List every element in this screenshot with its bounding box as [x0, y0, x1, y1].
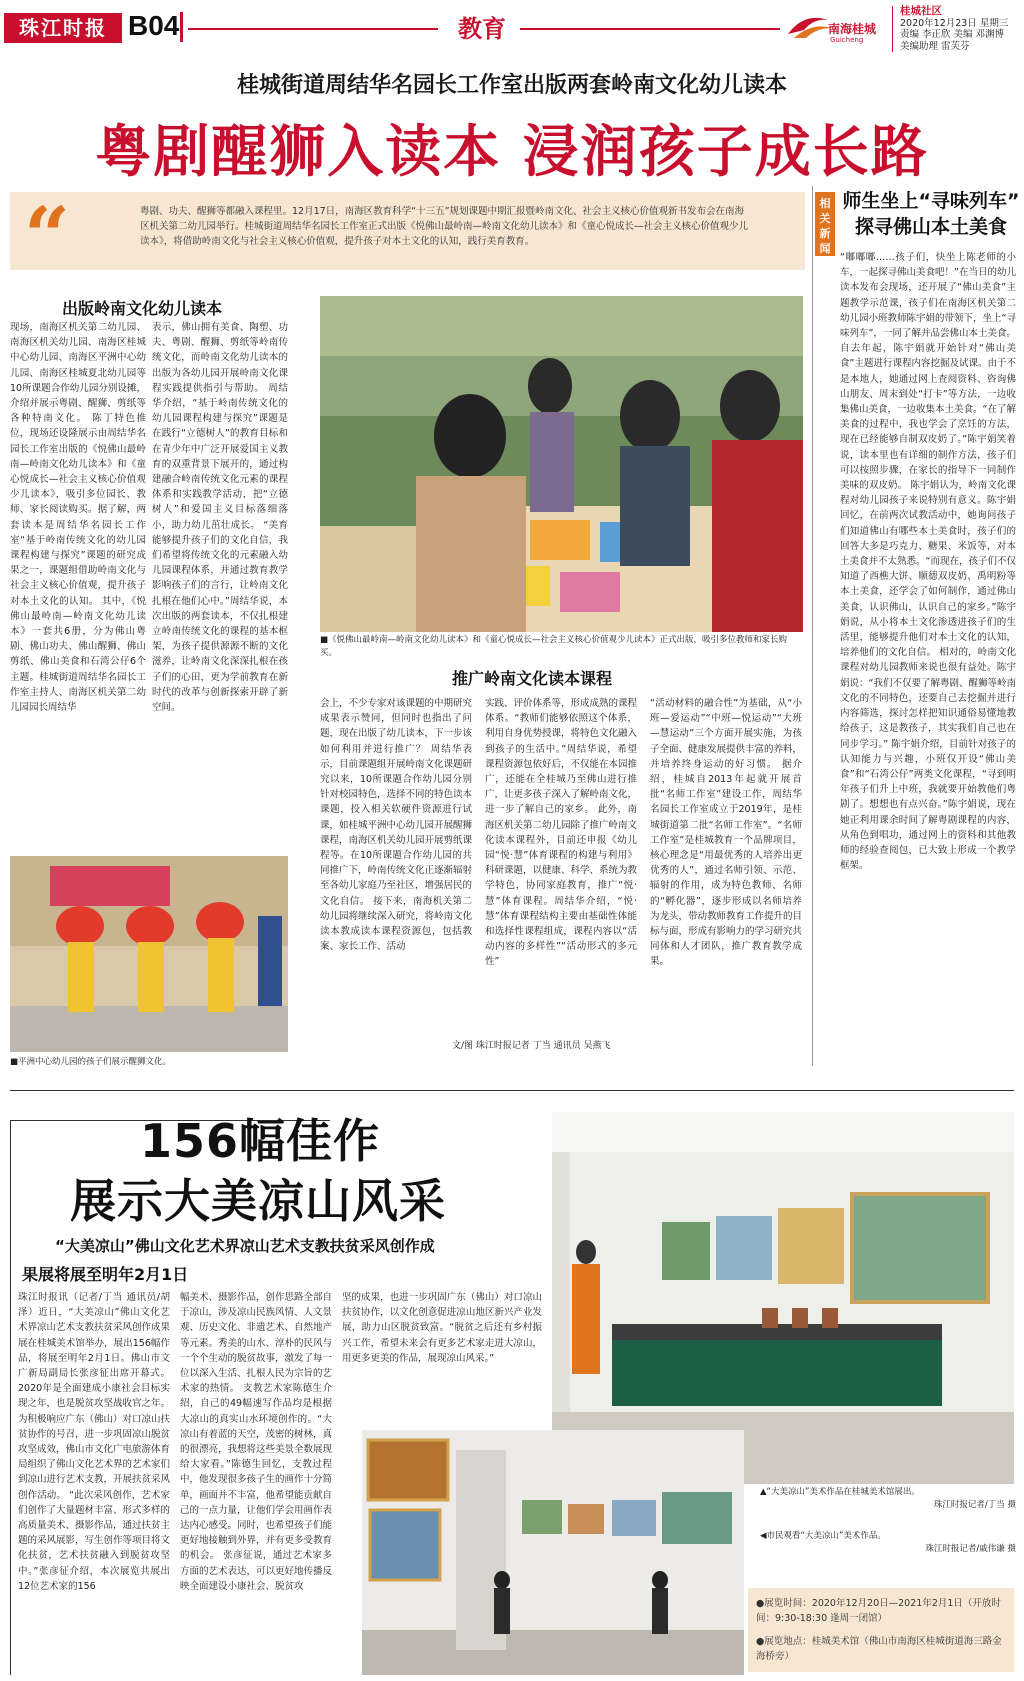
photo-caption-visitors-b: 珠江时报记者/戚伟谦 摄 — [925, 1544, 1016, 1554]
book-launch-photo — [320, 296, 803, 632]
bottom-column-1: 珠江时报讯（记者/丁当 通讯员/胡泽）近日，“大美凉山”佛山文化艺术界凉山艺术支教扶贫采风创作成果展在桂城美术馆举办，展出156幅作品，将展至明年2月1日。佛山市文广新局副局长张彦征出席开幕式。 2020年是全面建成小康社会目标实现之年，也是脱贫攻坚战收官之年。为积极响应广东（佛山）对口凉山扶贫协作的号召，进一步巩固凉山脱贫攻坚成效，佛山市文化广电旅游体育局组织了佛山文化艺术界的艺术家们到凉山进行艺术支教，开展扶贫采风创作活动。 “此次采风创作，艺术家们创作了大量题材丰富、形式多样的高质量美术、摄影作品，通过扶贫主题的采风展影，写生创作等项目将文化扶贫，艺术扶贫融入到脱贫攻坚中。”张彦征介绍，本次展览共展出12位艺术家的156 — [18, 1292, 170, 1592]
side-title-line-1: 师生坐上“寻味列车” — [842, 190, 1020, 212]
byline: 文/图 珠江时报记者 丁当 通讯员 吴燕飞 — [452, 1041, 611, 1051]
section-title-publish: 出版岭南文化幼儿读本 — [62, 299, 223, 318]
paper-logo: 珠江时报 — [4, 13, 122, 43]
side-story-body: “嘟嘟嘟……孩子们，快坐上陈老师的小车，一起探寻佛山美食吧！”在当日的幼儿读本发布会现场，还开展了“佛山美食”主题教学示范课，孩子们在南海区机关第二幼儿园小班教师陈宇娟的带领下，坐上“寻味列车”，一同了解并品尝佛山本土美食。 自去年起，陈宇娟就开始针对“佛山美食”主题进行课程内容挖掘及试课。由于不是本地人，她通过网上查阅资料、咨询佛山朋友、周末到处“打卡”等方法，一边收集佛山美食，一边收集本土美食。“在了解美食的过程中，我也学会了烹饪的方法，现在已经能够自制双皮奶了。”陈宇娟笑着说，读本里也有详细的制作方法，孩子们可以按照步骤，在家长的指导下一同制作美味的双皮奶。 陈宇娟认为，岭南文化课程对幼儿园孩子来说特别有意义。陈宇娟回忆，在前两次试教活动中，她询问孩子们知道佛山有哪些本土美食时，孩子们的回答大多是巧克力、糖果、米饭等，对本土美食并不太熟悉。“而现在，孩子们不仅知道了西樵大饼、顺德双皮奶、禹明粉等本土美食，还学会了如何制作，通过佛山美食，认识佛山，认识自己的家乡。”陈宇娟说，从小将本土文化渗透进孩子们的生活里，能够提升他们对本土文化的认知，培养他们的文化自信。 相对的，岭南文化课程对幼儿园教师来说也很有益处。陈宇娟说：“我们不仅要了解粤剧、醒狮等岭南文化的不同特色，还要自己去挖掘并进行内容筛选，探讨怎样把知识通俗易懂地教给孩子，这是教孩子，其实我们自己也在同步学习。” 陈宇娟介绍，目前针对孩子的认知能力与兴趣，小班仅开设“佛山美食”和“石湾公仔”两类文化课程，“寻到明年孩子们升上中班，我就要开始教他们粤剧了。想想也有点兴奋。”陈宇娟说，现在她正利用课余时间了解粤剧课程的内容，从角色到唱功，通过网上的资料和其他教师的经验查阅包，已大致上形成一个教学框架。 — [840, 252, 1016, 872]
section-label: 教育 — [458, 14, 506, 43]
photo-caption-book-launch: ■《悦佛山最岭南—岭南文化幼儿读本》和《童心悦成长—社会主义核心价值观少儿读本》正式出版，吸引多位教师和家长购买。 — [320, 635, 788, 658]
photo-caption-gallery-hall-b: 珠江时报记者/丁当 摄 — [933, 1500, 1016, 1510]
article-column-2: 表示，佛山拥有美食、陶塑、功夫、粤剧、醒狮、剪纸等岭南传统文化，而岭南文化幼儿读本的出版为各幼儿园开展岭南文化课程实践提供指引与帮助。 周结华介绍，“基于岭南传统文化的幼儿园课程构建与探究”课题是在践行“立德树人”的教育目标和在青少年中广泛开展爱国主义教育的双重背景下展开的，通过构建融合岭南传统文化元素的课程体系和实践教学活动，把“立德树人”和爱国主义目标落细落小，助力幼儿茁壮成长。 “美育能够提升孩子们的文化自信，我们希望将传统文化的元素融入幼儿园课程体系，并通过教育教学影响孩子们的言行，让岭南文化扎根在他们心中。”周结华说，本次出版的两套读本，不仅扎根建立岭南传统文化的课程的基本框架，为孩子提供源源不断的文化滋养，让岭南文化深深扎根在孩子们的心田，更为学前教育在新时代的改革与创新探索开辟了新空间。 — [152, 322, 288, 714]
bottom-column-2: 幅美术、摄影作品，创作思路全部自于凉山，涉及凉山民族风情、人文景观、历史文化、非遗艺术、自然地产等元素。秀美的山水、淳朴的民风与一个个生动的脱贫故事，激发了每一位以深入生活、扎根人民为宗旨的艺术家的热情。 支教艺术家陈德生介绍，自己的49幅速写作品均是根据大凉山的真实山水环境创作的。“大凉山有着蓝的天空，茂密的树林，真的很漂亮，我想将这些美景全数展现给大家看。”陈德生回忆，支教过程中，他发现很多孩子生的画作十分简单，画面并不丰富，他希望能贡献自己的一点力量，让他们学会用画作表达内心感受。同时，也希望孩子们能更好地接触到外界，并有更多受教育的机会。 张彦征说，通过艺术家多方面的艺术表达，可以更好地传播反映全面建设小康社会、脱贫攻 — [180, 1292, 332, 1592]
photo-caption-gallery-hall-a: ▲“大美凉山”美术作品在桂城美术馆展出。 — [760, 1487, 920, 1497]
photo-caption-gallery-hall — [760, 1486, 1016, 1512]
article-column-3: 会上，不少专家对该课题的中期研究成果表示赞同，但同时也指出了问题，现在出版了幼儿读本，下一步该如何利用并进行推广？ 周结华表示，目前课题组开展岭南文化课题研究以来，10所课题合作幼儿园分别针对校园特色，选择不同的特色读本课题，投入相关软硬件资源进行试课，如桂城平洲中心幼儿园开展醒狮课程，南海区机关幼儿园开展剪纸课程等。在10所课题合作幼儿园的共同推广下，岭南传统文化正逐渐辐射至各幼儿家庭乃至社区，增强居民的文化自信。 接下来，南海机关第二幼儿园将继续深入研究，将岭南文化读本教成读本课程资源包，包括教案、家长工作、活动 — [320, 698, 472, 953]
photo-lion-dance — [10, 856, 288, 1052]
section-title-promote: 推广岭南文化读本课程 — [452, 669, 613, 688]
edition-name: 桂城社区 — [900, 5, 942, 17]
header-rule-right — [520, 28, 780, 30]
brand-english: Guicheng — [830, 36, 864, 44]
photo-caption-visitors — [760, 1530, 1016, 1556]
side-title-line-2: 探寻佛山本土美食 — [854, 216, 1007, 238]
issue-date: 2020年12月23日 星期三 — [900, 17, 1009, 29]
exhibition-place: ●展览地点：桂城美术馆（佛山市南海区桂城街道海三路金海桥旁） — [756, 1636, 1002, 1662]
editor-credit: 责编 李正欣 美编 邓渊博 — [900, 29, 1005, 40]
gallery-hall-photo — [552, 1112, 1014, 1484]
brand-name: 南海桂城 — [828, 22, 877, 36]
bottom-headline-line-1: 156幅佳作 — [140, 1114, 381, 1168]
photo-caption-visitors-a: ◀市民观看“大美凉山”美术作品。 — [760, 1531, 886, 1541]
page-number: B04 — [128, 10, 180, 41]
photo-visitors — [362, 1430, 744, 1675]
edition-info — [900, 6, 1008, 52]
article-column-1: 现场，南海区机关第二幼儿园、南海区机关幼儿园、南海区桂城中心幼儿园、南海区平洲中心幼儿园、南海区桂城夏北幼儿园等10所课题合作幼儿园分别设摊，介绍并展示粤剧、醒狮、剪纸等各种特南文化。 陈丁特色推位，现场还设隆展示由周结华名园长工作室出版的《悦佛山最岭南—岭南文化幼儿读本》和《童心悦成长—社会主义核心价值观少儿读本》，吸引多位园长、教师、家长阅读购买。据了解，两套读本是周结华名园长工作室“基于岭南传统文化的幼儿园课程构建与探究”课题的研究成果之一，课题组借助岭南文化与社会主义核心价值观，提升孩子对本土文化的认知。 其中，《悦佛山最岭南—岭南文化幼儿读本》一套共6册，分为佛山粤剧、佛山功夫、佛山醒狮、佛山剪纸、佛山美食和石湾公仔6个主题。桂城街道周结华名园长工作室主持人、南海区机关第二幼儿园园长周结华 — [10, 322, 146, 714]
header-divider-2 — [892, 6, 893, 52]
lion-dance-photo — [10, 856, 288, 1052]
header-divider — [180, 12, 183, 42]
photo-gallery-hall — [552, 1112, 1014, 1484]
article-column-5: “活动材料的融合性”为基础，从“小班—爱运动”“中班—悦运动”“大班—慧运动”三个方面开展实施，为孩子全面、健康发展提供丰富的养料，并培养终身运动的好习惯。 据介绍，桂城自2013年起就开展首批“名师工作室”建设工作，周结华名园长工作室成立于2019年，是桂城街道第二批“名师工作室”。“名师工作室”是桂城教育一个品牌项目，核心理念是“用最优秀的人培养出更优秀的人”，通过名师引领、示范、辐射的作用，成为特色教师、名师的“孵化器”，逐步形成以名师培养为龙头，带动教师教育工作提升的目标与面，形成有影响力的学习研究共同体和人才团队，推广教育教学成果。 — [650, 698, 802, 968]
visitors-photo — [362, 1430, 744, 1675]
bottom-column-3: 坚的成果，也进一步巩固广东（佛山）对口凉山扶贫协作，以文化创意促进凉山地区新兴产业发展，助力山区脱贫致富。“脱贫之后还有乡村振兴工作，希望未来会有更多艺术家走进大凉山，用更多更美的作品，展现凉山风采。” — [342, 1292, 542, 1364]
exhibition-info-box — [748, 1588, 1014, 1672]
bottom-subtitle-2: 果展将展至明年2月1日 — [22, 1265, 189, 1284]
story-headline: 粤剧醒狮入读本 浸润孩子成长路 — [95, 120, 929, 185]
article-column-4: 实践、评价体系等，形成成熟的课程体系。“教师们能够依照这个体系，利用自身优势授课，将特色文化融入到孩子的生活中。”周结华说，希望课程资源包依好后，不仅能在本园推广，还能在全桂城乃至佛山进行推广，让更多孩子深入了解岭南文化，进一步了解自己的家乡。 此外，南海区机关第二幼儿园除了推广岭南文化读本课程外，目前还申报《幼儿园“悦·慧”体育课程的构建与利用》科研课题，以健康、科学、系统为教学特色，协同家庭教育，推广“悦·慧”体育课程。周结华介绍，“悦·慧”体育课程结构主要由基础性体能和选择性课程组成，课程内容以“活动内容的多样性”“活动形式的多元性” — [485, 698, 637, 968]
bottom-headline-line-2: 展示大美凉山风采 — [70, 1174, 446, 1228]
quote-mark-icon: “ — [24, 189, 71, 283]
column-divider — [812, 186, 813, 1066]
assistant-credit: 美编助理 雷芙芬 — [900, 40, 970, 52]
photo-caption-lion-dance: ■平洲中心幼儿园的孩子们展示醒狮文化。 — [10, 1057, 172, 1067]
exhibition-time: ●展览时间：2020年12月20日—2021年2月1日（开放时间：9:30-18:30 逢周一闭馆） — [756, 1598, 1001, 1624]
section-separator — [10, 1090, 1014, 1091]
header-rule-left — [188, 28, 438, 30]
bottom-subtitle: “大美凉山”佛山文化艺术界凉山艺术支教扶贫采风创作成 — [55, 1237, 435, 1255]
related-news-tag: 相关新闻 — [815, 192, 835, 256]
side-story-title — [840, 188, 1022, 240]
brand-logo — [784, 8, 884, 48]
story-kicker: 桂城街道周结华名园长工作室出版两套岭南文化幼儿读本 — [236, 73, 787, 98]
lead-text: 粤剧、功夫、醒狮等都融入课程里。12月17日，南海区教育科学“十三五”规划课题中期汇报暨岭南文化、社会主义核心价值观新书发布会在南海区机关第二幼儿园举行。桂城街道周结华名园长工作室正式出版《悦佛山最岭南—岭南文化幼儿读本》和《童心悦成长—社会主义核心价值观少儿读本》，将借助岭南文化与社会主义核心价值观，提升孩子对本土文化的认知，践行美育教育。 — [140, 206, 749, 247]
photo-book-launch — [320, 296, 803, 632]
